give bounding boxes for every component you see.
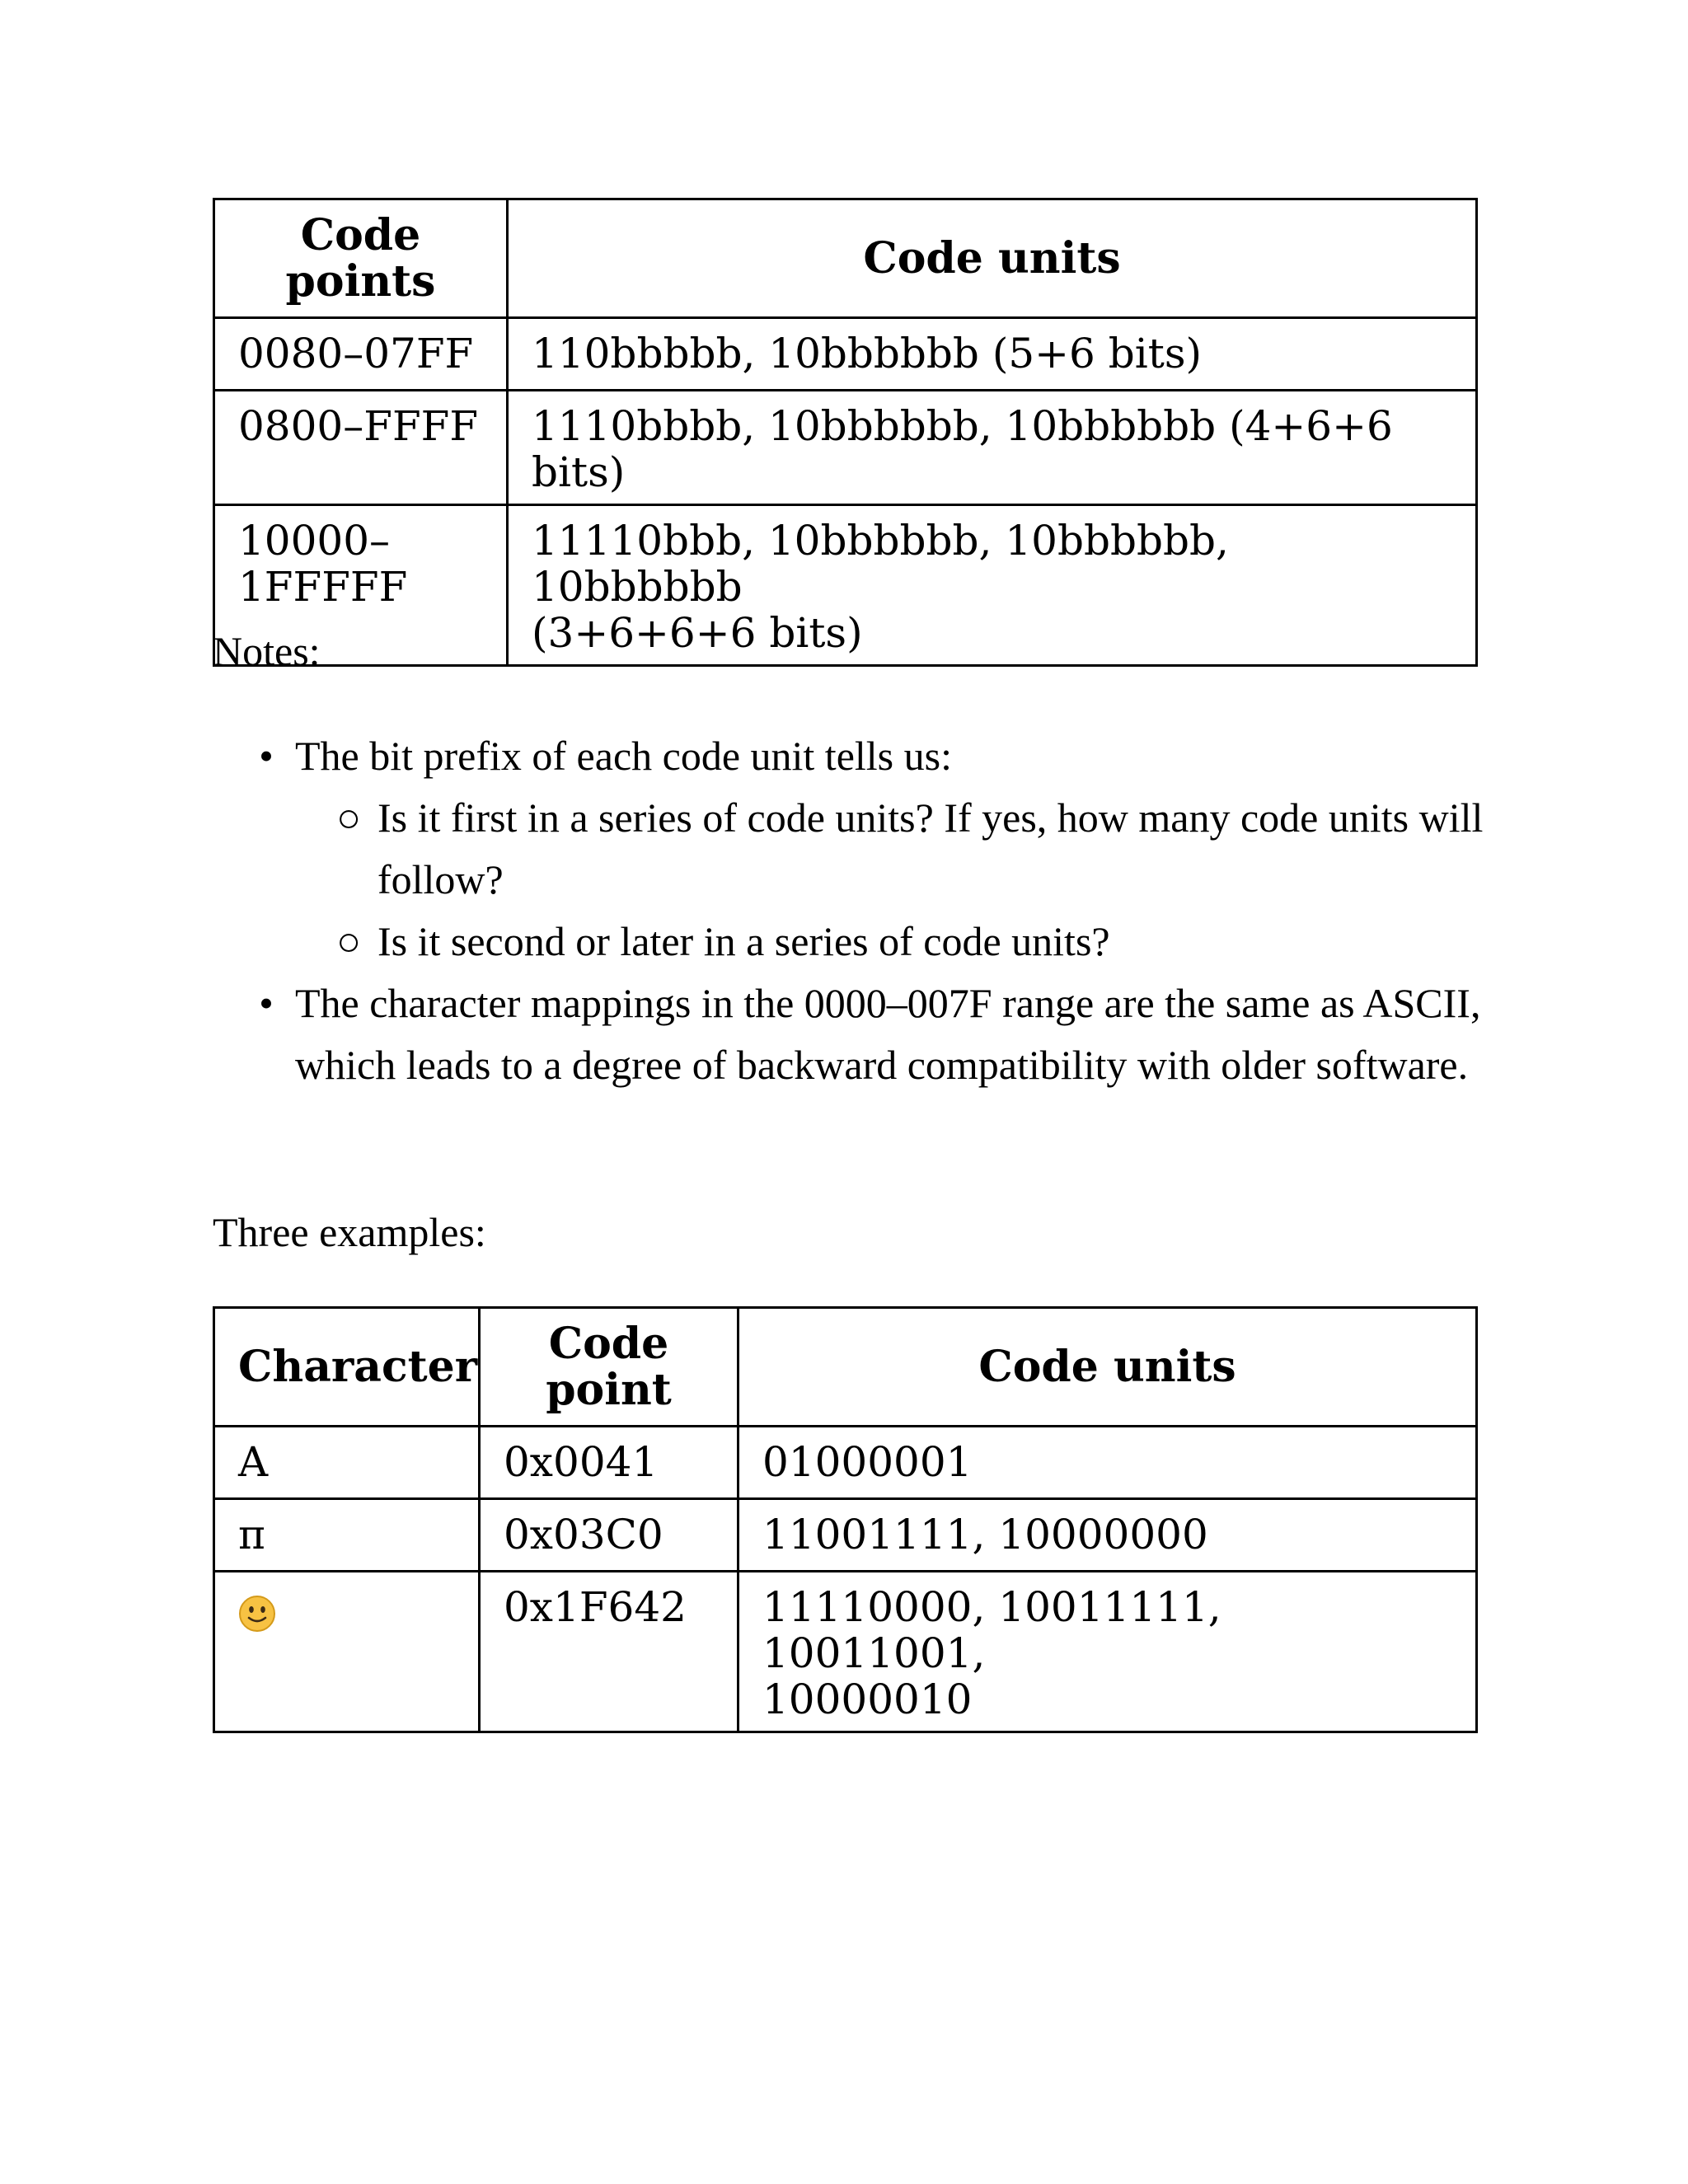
header-code-units-label: Code units [978, 1341, 1236, 1392]
table-row [214, 1427, 1477, 1499]
table-header-row [214, 199, 1477, 318]
list-item [213, 972, 1498, 1096]
code-units-cell: 11001111, 10000000 [738, 1499, 1477, 1572]
character-cell: π [214, 1499, 480, 1572]
notes-label: Notes: [213, 628, 321, 674]
note-bullet-2: The character mappings in the 0000–007F range are the same as ASCII, which leads to a degree of backward compatibility with older software. [295, 980, 1481, 1088]
table-row [214, 391, 1477, 505]
range-cell: 0800–FFFF [214, 391, 508, 505]
code-units-cell: 11110000, 10011111, 10011001, 10000010 [738, 1572, 1477, 1732]
table-row [214, 505, 1477, 666]
header-code-points [214, 199, 508, 318]
header-code-points-label: Code points [285, 209, 436, 307]
note-bullet-1: The bit prefix of each code unit tells us: [295, 733, 952, 779]
header-code-point [480, 1308, 738, 1427]
header-character [214, 1308, 480, 1427]
header-code-units-label: Code units [863, 232, 1121, 284]
code-point-cell: 0x03C0 [480, 1499, 738, 1572]
header-code-units [738, 1308, 1477, 1427]
note-sub-2: Is it second or later in a series of code units? [377, 918, 1110, 964]
slightly-smiling-face-icon [238, 1595, 276, 1633]
table-row [214, 318, 1477, 391]
range-cell: 0080–07FF [214, 318, 508, 391]
examples-label: Three examples: [213, 1209, 486, 1255]
range-cell: 10000– 1FFFFF [214, 505, 508, 666]
units-cell: 1110bbbb, 10bbbbbb, 10bbbbbb (4+6+6 bits) [508, 391, 1477, 505]
list-item [213, 787, 1498, 911]
code-units-cell: 01000001 [738, 1427, 1477, 1499]
code-point-cell: 0x0041 [480, 1427, 738, 1499]
header-character-label: Character [238, 1341, 478, 1392]
bullet-dot-icon: • [259, 980, 274, 1026]
units-cell: 11110bbb, 10bbbbbb, 10bbbbbb, 10bbbbbb (3+6+6+6 bits) [508, 505, 1477, 666]
list-item [213, 725, 1498, 787]
notes-list [213, 725, 1498, 1096]
utf8-examples-table [213, 1306, 1478, 1733]
header-code-units [508, 199, 1477, 318]
character-cell: A [214, 1427, 480, 1499]
bullet-dot-icon: • [259, 733, 274, 779]
header-code-point-label: Code point [546, 1318, 672, 1415]
list-item [213, 911, 1498, 972]
units-cell: 110bbbbb, 10bbbbbb (5+6 bits) [508, 318, 1477, 391]
code-point-cell: 0x1F642 [480, 1572, 738, 1732]
utf8-ranges-table [213, 198, 1478, 667]
table-header-row [214, 1308, 1477, 1427]
character-cell [214, 1572, 480, 1732]
note-sub-1: Is it first in a series of code units? If yes, how many code units will follow? [377, 794, 1484, 902]
table-row [214, 1572, 1477, 1732]
table-row [214, 1499, 1477, 1572]
bullet-circle-icon: ○ [336, 794, 362, 841]
bullet-circle-icon: ○ [336, 918, 362, 964]
